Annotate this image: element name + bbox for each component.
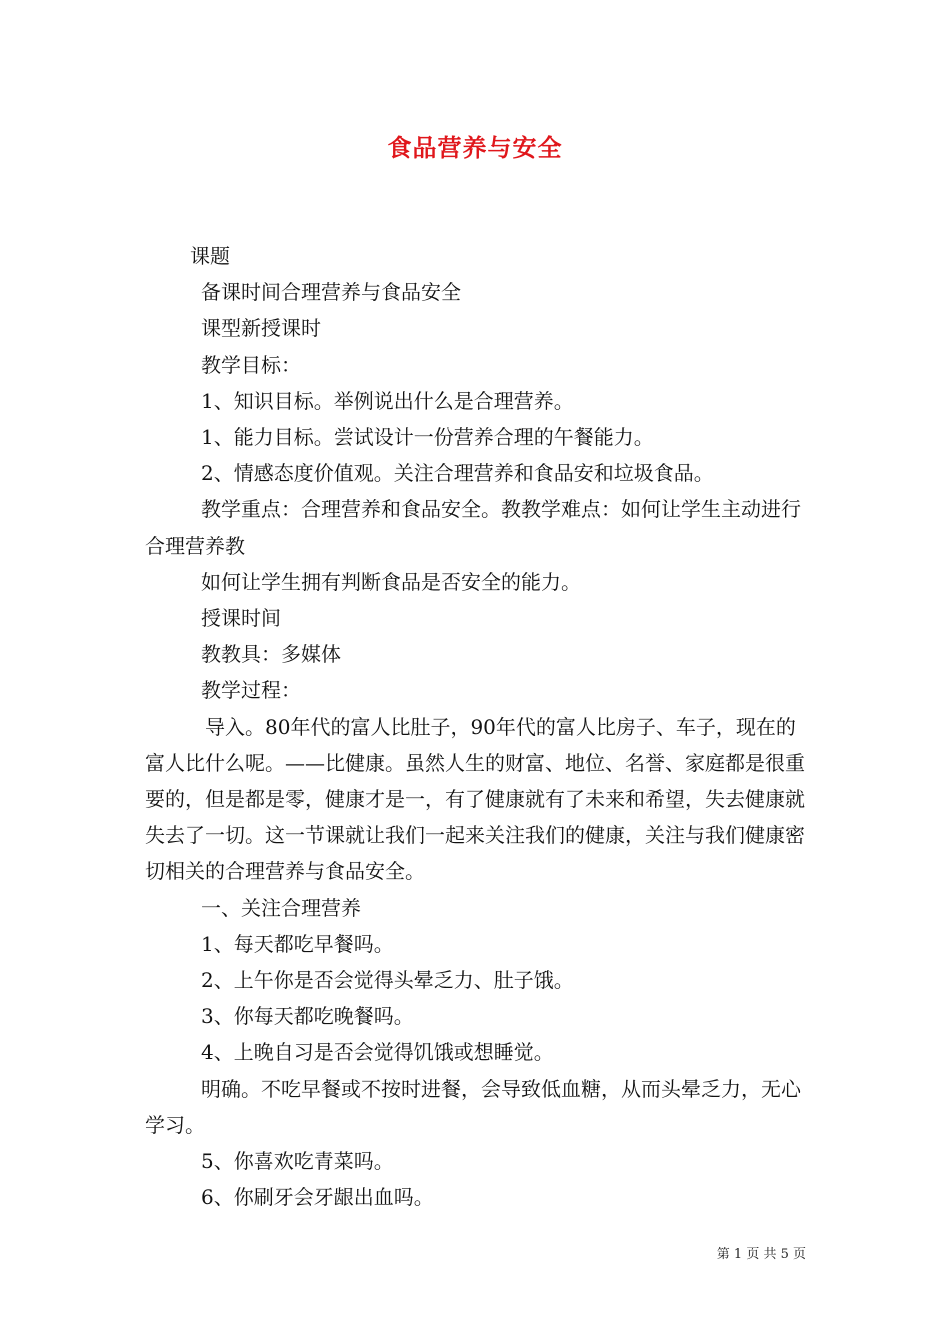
paragraph: 教学重点：合理营养和食品安全。教教学难点：如何让学生主动进行合理营养教	[145, 497, 801, 558]
paragraph: 教教具：多媒体	[201, 642, 341, 667]
paragraph: 1、能力目标。尝试设计一份营养合理的午餐能力。	[201, 425, 654, 450]
section-heading: 一、关注合理营养	[201, 895, 361, 920]
document-title: 食品营养与安全	[387, 133, 563, 162]
paragraph: 课型新授课时	[201, 316, 321, 341]
document-body	[145, 238, 813, 1215]
paragraph: 明确。不吃早餐或不按时进餐，会导致低血糖，从而头晕乏力，无心学习。	[145, 1076, 801, 1137]
paragraph: 导入。80年代的富人比肚子，90年代的富人比房子、车子，现在的富人比什么呢。——比健康。虽然人生的财富、地位、名誉、家庭都是很重要的，但是都是零，健康才是一，有了健康就有了未来和希望，失去健康就失去了一切。这一节课就让我们一起来关注我们的健康，关注与我们健康密切相关的合理营养与食品安全。	[145, 714, 805, 884]
list-item: 3、你每天都吃晚餐吗。	[201, 1004, 414, 1029]
paragraph: 备课时间合理营养与食品安全	[201, 280, 461, 305]
page-number: 第 1 页 共 5 页	[716, 1247, 806, 1262]
list-item: 1、每天都吃早餐吗。	[201, 931, 394, 956]
paragraph: 如何让学生拥有判断食品是否安全的能力。	[201, 569, 581, 594]
paragraph: 授课时间	[201, 606, 281, 631]
list-item: 4、上晚自习是否会觉得饥饿或想睡觉。	[201, 1040, 554, 1065]
paragraph: 1、知识目标。举例说出什么是合理营养。	[201, 388, 574, 413]
paragraph: 教学目标：	[201, 352, 301, 377]
paragraph: 2、情感态度价值观。关注合理营养和食品安和垃圾食品。	[201, 461, 714, 486]
list-item: 5、你喜欢吃青菜吗。	[201, 1149, 394, 1174]
list-item: 6、你刷牙会牙龈出血吗。	[201, 1185, 434, 1210]
paragraph: 教学过程：	[201, 678, 301, 703]
paragraph: 课题	[190, 244, 230, 268]
list-item: 2、上午你是否会觉得头晕乏力、肚子饿。	[201, 968, 574, 993]
